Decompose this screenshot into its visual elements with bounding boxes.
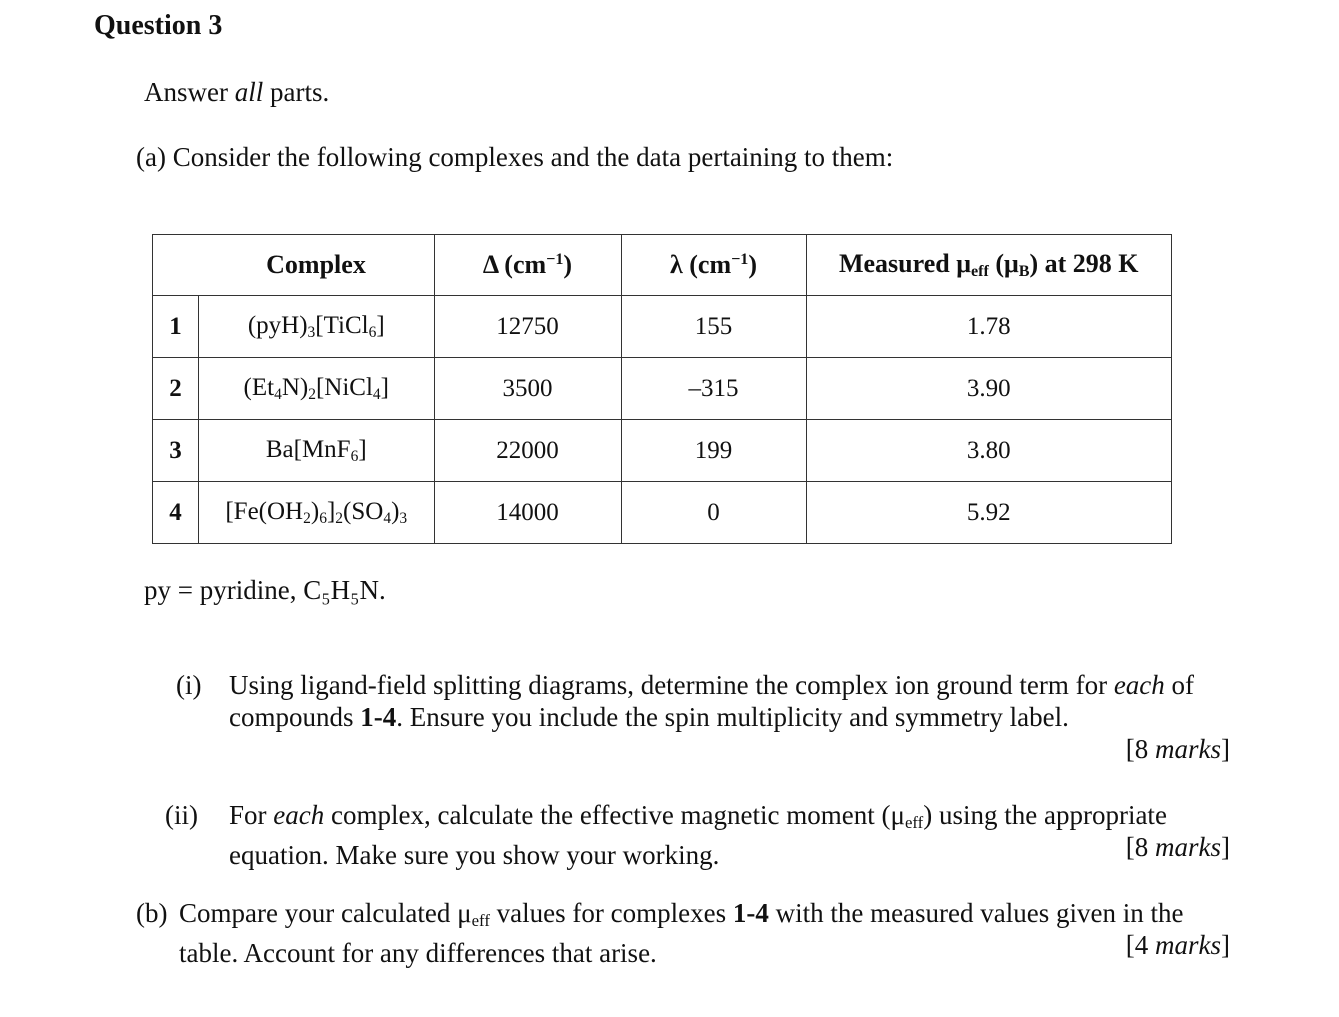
delta-value: 3500 — [434, 358, 621, 420]
part-b-marks: [4 marks] — [1125, 930, 1230, 960]
complex-formula: Ba[MnF$_6$] — [199, 420, 435, 482]
table-row — [153, 420, 1172, 482]
table-row — [153, 296, 1172, 358]
part-a-intro: (a) Consider the following complexes and the data pertaining to them: — [136, 142, 894, 172]
header-complex: Complex — [199, 235, 435, 296]
header-delta: Δ $(cm^{-1})$ — [434, 235, 621, 296]
delta-value: 12750 — [434, 296, 621, 358]
mu-value: 5.92 — [806, 482, 1172, 544]
row-number: 2 — [153, 358, 199, 420]
table-header-row — [153, 235, 1172, 296]
table-row — [153, 482, 1172, 544]
complex-formula: $(pyH)_3[TiCl_6]$ — [199, 296, 435, 358]
part-a-ii-marks: [8 marks] — [1125, 832, 1230, 862]
lambda-value: 199 — [621, 420, 806, 482]
row-number: 1 — [153, 296, 199, 358]
part-a-ii-text: For each complex, calculate the effective magnetic moment $(\mu_{eff})$ using the appropriate equation. Make sure you show your working. — [229, 800, 1167, 871]
delta-value: 14000 — [434, 482, 621, 544]
complex-data-table — [152, 234, 1172, 544]
footnote: py = pyridine, C₅H₅N. — [144, 575, 386, 605]
lambda-value: 155 — [621, 296, 806, 358]
mu-value: 3.90 — [806, 358, 1172, 420]
row-number: 3 — [153, 420, 199, 482]
header-lambda: λ $(cm^{-1})$ — [621, 235, 806, 296]
part-a-i-label: (i) — [176, 670, 202, 700]
lambda-value: –315 — [621, 358, 806, 420]
lambda-value: 0 — [621, 482, 806, 544]
header-measured-mu: Measured $\mu_{eff}$ $(\mu_B)$ at 298 K — [806, 235, 1172, 296]
instruction: Answer all parts. — [144, 77, 330, 107]
delta-value: 22000 — [434, 420, 621, 482]
part-b-label: (b) — [136, 898, 168, 928]
part-b-text: Compare your calculated $\mu_{eff}$ values for complexes 1-4 with the measured values given in the table. Account for any differences that arise. — [179, 898, 1184, 969]
row-number: 4 — [153, 482, 199, 544]
complex-formula: $[Fe(OH_2)_6]_2(SO_4)_3$ — [199, 482, 435, 544]
mu-value: 3.80 — [806, 420, 1172, 482]
part-a-ii-label: (ii) — [165, 800, 198, 830]
question-title: Question 3 — [94, 10, 223, 41]
table-row — [153, 358, 1172, 420]
complex-formula: $(Et_4N)_2[NiCl_4]$ — [199, 358, 435, 420]
mu-value: 1.78 — [806, 296, 1172, 358]
part-a-i-text: Using ligand-field splitting diagrams, determine the complex ion ground term for each of compounds 1-4. Ensure you include the spin multiplicity and symmetry label. — [229, 670, 1195, 732]
part-a-i-marks: [8 marks] — [1125, 734, 1230, 764]
